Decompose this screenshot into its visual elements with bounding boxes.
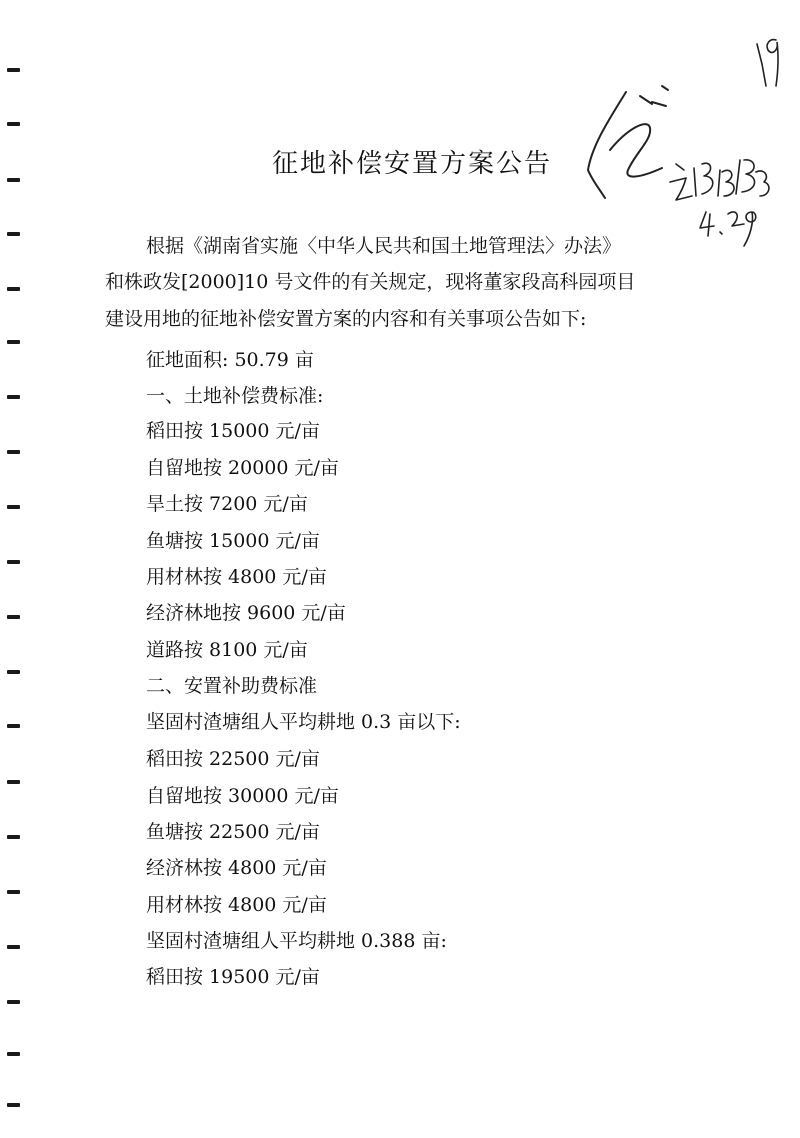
paragraph-line: 建设用地的征地补偿安置方案的内容和有关事项公告如下: xyxy=(105,308,587,330)
paragraph-line: 和株政发[2000]10 号文件的有关规定，现将董家段高科园项目 xyxy=(105,271,636,293)
handwritten-date xyxy=(670,160,769,246)
body-line: 自留地按 20000 元/亩 xyxy=(146,457,339,479)
body-line: 经济林地按 9600 元/亩 xyxy=(146,602,346,624)
body-line: 稻田按 19500 元/亩 xyxy=(146,966,320,988)
body-line: 道路按 8100 元/亩 xyxy=(146,639,308,661)
document-title: 征地补偿安置方案公告 xyxy=(272,149,553,179)
body-line: 坚固村渣塘组人平均耕地 0.388 亩: xyxy=(146,930,447,952)
body-line: 二、安置补助费标准 xyxy=(146,675,318,697)
body-line: 鱼塘按 15000 元/亩 xyxy=(146,530,320,552)
body-line: 用材林按 4800 元/亩 xyxy=(146,566,327,588)
body-line: 旱土按 7200 元/亩 xyxy=(146,493,308,515)
body-line: 经济林按 4800 元/亩 xyxy=(146,857,327,879)
body-line: 自留地按 30000 元/亩 xyxy=(146,785,339,807)
body-line: 征地面积: 50.79 亩 xyxy=(146,349,314,371)
handwritten-page-number xyxy=(757,40,778,86)
paragraph-line: 根据《湖南省实施〈中华人民共和国土地管理法〉办法》 xyxy=(146,235,622,257)
body-line: 用材林按 4800 元/亩 xyxy=(146,894,327,916)
body-line: 稻田按 15000 元/亩 xyxy=(146,420,320,442)
handwritten-signature xyxy=(588,86,668,198)
body-line: 坚固村渣塘组人平均耕地 0.3 亩以下: xyxy=(146,711,461,733)
body-line: 稻田按 22500 元/亩 xyxy=(146,748,320,770)
body-line: 一、土地补偿费标准: xyxy=(146,385,324,407)
body-line: 鱼塘按 22500 元/亩 xyxy=(146,821,320,843)
